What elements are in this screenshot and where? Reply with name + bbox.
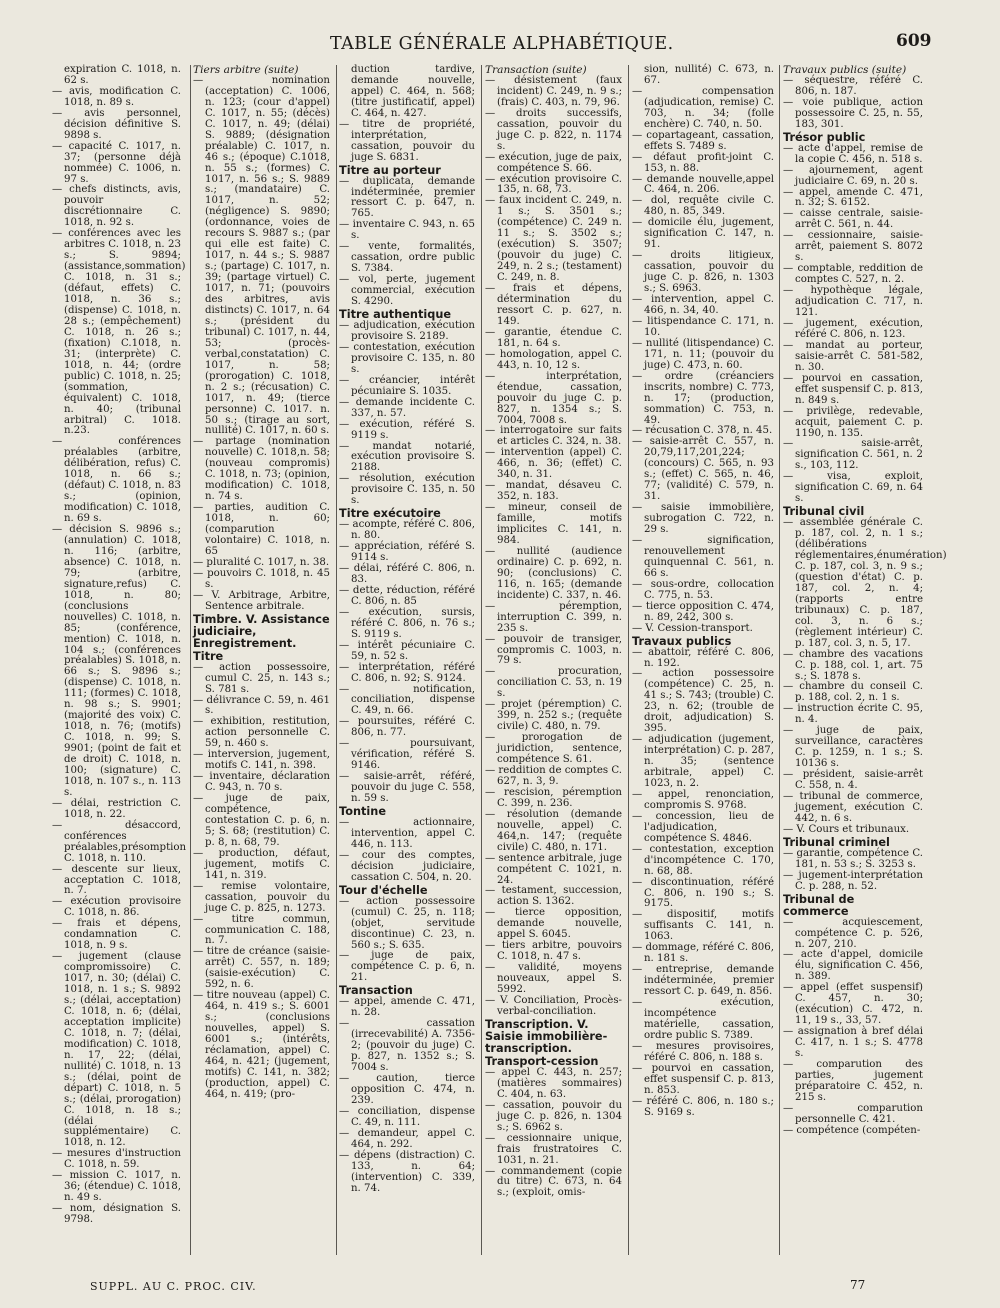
index-entry: — adjudication (jugement, interprétation) C. p. 287, n. 35; (sentence arbitrale, appel) C. 1023, n. 2. bbox=[632, 734, 774, 789]
index-entry: — pourvoi en cassation, effet suspensif C. p. 813, n. 849 s. bbox=[783, 372, 923, 406]
index-entry: — jugement (clause compromissoire) C. 1017, n. 30; (délai) C. 1018, n. 1 s.; S. 9892 s.; (délai, acceptation) C. 1018, n. 6; (délai, acceptation implicite) C. 1018, n. 7; (délai, modification) C. 1018, n. 17, 22; (délai, nullité) C. 1018, n. 13 s.; (délai, point de départ) C. 1018, n. 5 s.; (délai, prorogation) C. 1018, n. 18 s.; (délai supplémentaire) C. 1018, n. 12. bbox=[52, 951, 181, 1149]
index-entry: — mineur, conseil de famille, motifs implicites C. 141, n. 984. bbox=[485, 502, 622, 546]
index-heading: Tribunal civil bbox=[783, 505, 865, 519]
page-title: TABLE GÉNÉRALE ALPHABÉTIQUE. bbox=[330, 34, 674, 54]
page-header bbox=[0, 30, 1000, 60]
index-entry: — conciliation, dispense C. 49, n. 111. bbox=[339, 1105, 475, 1128]
page-footer bbox=[0, 1280, 1000, 1300]
index-entry: — poursuites, référé C. 806, n. 77. bbox=[339, 716, 475, 739]
index-entry: — chefs distincts, avis, pouvoir discrétionnaire C. 1018, n. 92 s. bbox=[52, 184, 181, 229]
index-entry: — compétence (compéten- bbox=[783, 1124, 921, 1136]
index-heading: Transaction bbox=[339, 984, 413, 998]
index-entry: — mesures d'instruction C. 1018, n. 59. bbox=[52, 1148, 181, 1171]
index-entry: — action possessoire, cumul C. 25, n. 143 s.; S. 781 s. bbox=[193, 661, 330, 695]
index-entry: — homologation, appel C. 443, n. 10, 12 s. bbox=[485, 348, 622, 371]
index-entry: — exécution, référé S. 9119 s. bbox=[339, 418, 475, 441]
index-entry: — visa, exploit, signification C. 69, n. 64 s. bbox=[783, 471, 923, 505]
footer-supplement: SUPPL. AU C. PROC. CIV. bbox=[90, 1280, 257, 1293]
index-heading: Titre exécutoire bbox=[339, 507, 441, 521]
index-entry: — titre nouveau (appel) C. 464, n. 419 s.; S. 6001 s.; (conclusions nouvelles, appel) S. 6001 s.; (intérêts, réclamation, appel) C. 464, n. 421; (jugement, motifs) C. 141, n. 382; (production, appel) C. 464, n. 419; (pro- bbox=[193, 990, 330, 1100]
index-heading: Trésor public bbox=[783, 130, 866, 144]
index-entry: — comptable, reddition de comptes C. 527, n. 2. bbox=[783, 263, 923, 286]
index-entry: — caisse centrale, saisie-arrêt C. 561, n. 44. bbox=[783, 208, 923, 231]
entry-continuation: expiration C. 1018, n. 62 s. bbox=[64, 64, 181, 86]
index-entry: — désistement (faux incident) C. 249, n. 9 s.; (frais) C. 403, n. 79, 96. bbox=[485, 74, 622, 108]
index-entry: — frais et dépens, détermination du ressort C. p. 627, n. 149. bbox=[485, 283, 622, 327]
index-entry: — saisie-arrêt C. 557, n. 20,79,117,201,224; (concours) C. 565, n. 93 s.; (effet) C. 565, n. 46, 77; (validité) C. 579, n. 31. bbox=[632, 436, 774, 503]
index-entry: — mesures provisoires, référé C. 806, n. 188 s. bbox=[632, 1040, 774, 1063]
index-entry: — nullité (litispendance) C. 171, n. 11; (pouvoir du juge) C. 473, n. 60. bbox=[632, 337, 774, 371]
index-entry: — projet (péremption) C. 399, n. 252 s.; (requête civile) C. 480, n. 79. bbox=[485, 699, 622, 733]
index-heading: Tontine bbox=[339, 805, 386, 818]
index-entry: — V. Conciliation, Procès-verbal-conciliation. bbox=[485, 995, 622, 1017]
index-entry: — ordre (créanciers inscrits, nombre) C. 773, n. 17; (production, sommation) C. 753, n. 49. bbox=[632, 370, 774, 426]
index-entry: — demande nouvelle,appel C. 464, n. 206. bbox=[632, 173, 774, 196]
index-entry: — dépens (distraction) C. 133, n. 64; (intervention) C. 339, n. 74. bbox=[339, 1149, 475, 1194]
index-entry: — abattoir, référé C. 806, n. 192. bbox=[632, 646, 774, 669]
index-entry: — exécution provisoire C. 135, n. 68, 73. bbox=[485, 173, 622, 196]
index-column-1 bbox=[52, 64, 187, 1260]
index-entry: — tiers arbitre, pouvoirs C. 1018, n. 47 s. bbox=[485, 940, 622, 963]
index-entry: — tierce opposition C. 474, n. 89, 242, 300 s. bbox=[632, 600, 774, 623]
index-entry: — domicile élu, jugement, signification C. 147, n. 91. bbox=[632, 217, 774, 251]
index-entry: — nullité (audience ordinaire) C. p. 692, n. 90; (conclusions) C. 116, n. 165; (demande incidente) C. 337, n. 46. bbox=[485, 545, 622, 601]
index-entry: — notification, conciliation, dispense C. 49, n. 66. bbox=[339, 683, 475, 717]
index-heading: Titre bbox=[193, 649, 224, 663]
index-entry: — hypothèque légale, adjudication C. 717, n. 121. bbox=[783, 285, 923, 319]
index-entry: — copartageant, cassation, effets S. 7489 s. bbox=[632, 129, 774, 152]
index-entry: — décision S. 9896 s.; (annulation) C. 1018, n. 116; (arbitre, absence) C. 1018, n. 79; (arbitre, signature,refus) C. 1018, n. 80; (conclusions nouvelles) C. 1018, n. 85; (conférence, mention) C. 1018, n. 104 s.; (conférences préalables) S. 1018, n. 66 s.; S. 9896 s.; (dispense) C. 1018, n. 111; (formes) C. 1018, n. 98 s.; S. 9901; (majorité des voix) C. 1018, n. 76; (motifs) C. 1018, n. 99; S. 9901; (point de fait et de droit) C. 1018, n. 100; (signature) C. 1018, n. 107 s., n. 113 s. bbox=[52, 524, 181, 798]
index-entry: — parties, audition C. 1018, n. 60; (comparution volontaire) C. 1018, n. 65 bbox=[193, 502, 330, 557]
index-entry: — V. Cours et tribunaux. bbox=[783, 823, 910, 835]
index-entry: — production, défaut, jugement, motifs C. 141, n. 319. bbox=[193, 847, 330, 881]
index-entry: — interprétation, référé C. 806, n. 92; S. 9124. bbox=[339, 661, 475, 684]
index-entry: — juge de paix, compétence, contestation C. p. 6, n. 5; S. 68; (restitution) C. p. 8, n. 68, 79. bbox=[193, 793, 330, 848]
index-entry: — péremption, interruption C. 399, n. 235 s. bbox=[485, 600, 622, 634]
index-heading: Tribunal de commerce bbox=[783, 892, 855, 918]
index-entry: — acquiescement, compétence C. p. 526, n. 207, 210. bbox=[783, 916, 923, 950]
index-entry: — saisie-arrêt, signification C. 561, n. 2 s., 103, 112. bbox=[783, 438, 923, 472]
running-heading: Tiers arbitre (suite) bbox=[193, 64, 299, 76]
index-entry: — défaut profit-joint C. 153, n. 88. bbox=[632, 151, 774, 174]
index-entry: — concession, lieu de l'adjudication, compétence S. 4846. bbox=[632, 810, 774, 844]
index-entry: — résolution, exécution provisoire C. 135, n. 50 s. bbox=[339, 473, 475, 507]
index-entry: — testament, succession, action S. 1362. bbox=[485, 885, 622, 908]
index-entry: — dette, réduction, référé C. 806, n. 85 bbox=[339, 584, 475, 607]
index-entry: — résolution (demande nouvelle, appel) C. 464,n. 147; (requête civile) C. 480, n. 171. bbox=[485, 808, 622, 853]
index-entry: — appel, amende C. 471, n. 28. bbox=[339, 996, 475, 1019]
index-column-3 bbox=[339, 65, 475, 1260]
index-entry: — instruction écrite C. 95, n. 4. bbox=[783, 703, 923, 726]
index-entry: — comparution des parties, jugement préparatoire C. 452, n. 215 s. bbox=[783, 1059, 923, 1103]
index-entry: — poursuivant, vérification, référé S. 9146. bbox=[339, 738, 475, 772]
index-entry: — signification, renouvellement quinquennal C. 561, n. 66 s. bbox=[632, 534, 774, 579]
index-entry: — privilège, redevable, acquit, paiement C. p. 1190, n. 135. bbox=[783, 405, 923, 439]
index-heading: Transcription. V. Saisie immobilière-transcription. bbox=[485, 1017, 608, 1055]
index-heading: Titre authentique bbox=[339, 308, 452, 322]
index-entry: — duplicata, demande indéterminée, premier ressort C. p. 647, n. 765. bbox=[339, 175, 475, 220]
index-entry: — faux incident C. 249, n. 1 s.; S. 3501 s.; (compétence) C. 249 n. 11 s.; S. 3502 s.; (exécution) S. 3507; (pouvoir du juge) C. 249, n. 2 s.; (testament) C. 249, n. 8. bbox=[485, 195, 622, 284]
index-entry: — demandeur, appel C. 464, n. 292. bbox=[339, 1127, 475, 1150]
index-entry: — prorogation de juridiction, sentence, compétence S. 61. bbox=[485, 732, 622, 766]
index-entry: — exhibition, restitution, action personnelle C. 59, n. 460 s. bbox=[193, 716, 330, 750]
index-entry: — saisie immobilière, subrogation C. 722, n. 29 s. bbox=[632, 502, 774, 536]
index-entry: — délai, restriction C. 1018, n. 22. bbox=[52, 797, 181, 820]
index-entry: — garantie, étendue C. 181, n. 64 s. bbox=[485, 326, 622, 349]
index-entry: — intervention, appel C. 466, n. 34, 40. bbox=[632, 294, 774, 316]
index-entry: — descente sur lieux, acceptation C. 1018, n. 7. bbox=[52, 863, 181, 897]
index-entry: — acompte, référé C. 806, n. 80. bbox=[339, 519, 475, 542]
index-entry: — procuration, conciliation C. 53, n. 19 s. bbox=[485, 666, 622, 700]
index-entry: — appel, renonciation, compromis S. 9768. bbox=[632, 788, 774, 811]
index-entry: — dol, requête civile C. 480, n. 85, 349. bbox=[632, 195, 774, 218]
index-entry: — référé C. 806, n. 180 s.; S. 9169 s. bbox=[632, 1095, 774, 1118]
page-number: 609 bbox=[896, 31, 932, 51]
index-entry: — compensation (adjudication, remise) C. 703, n. 34; (folle enchère) C. 740, n. 50. bbox=[632, 85, 774, 130]
index-entry: — nom, désignation S. 9798. bbox=[52, 1203, 181, 1226]
index-entry: — ajournement, agent judiciaire C. 69, n. 20 s. bbox=[783, 164, 923, 187]
index-entry: — tribunal de commerce, jugement, exécution C. 442, n. 6 s. bbox=[783, 791, 923, 824]
index-entry: — cour des comptes, décision judiciaire, cassation C. 504, n. 20. bbox=[339, 849, 475, 883]
index-entry: — action possessoire (cumul) C. 25, n. 118; (objet, servitude discontinue) C. 23, n. 560 s.; S. 635. bbox=[339, 895, 475, 951]
index-entry: — inventaire C. 943, n. 65 s. bbox=[339, 219, 475, 242]
index-entry: — avis personnel, décision définitive S. 9898 s. bbox=[52, 107, 181, 141]
index-entry: — exécution provisoire C. 1018, n. 86. bbox=[52, 896, 181, 919]
index-entry: — chambre du conseil C. p. 188, col. 2, n. 1 s. bbox=[783, 681, 923, 704]
index-entry: — adjudication, exécution provisoire S. 2189. bbox=[339, 320, 475, 342]
index-column-6 bbox=[783, 64, 947, 1260]
index-entry: — conférences avec les arbitres C. 1018, n. 23 s.; S. 9894; (assistance,sommation) C. 1018, n. 31 s.; (défaut, effets) C. 1018, n. 36 s.; (dispense) C. 1018, n. 28 s.; (empêchement) C. 1018, n. 26 s.; (fixation) C.1018, n. 31; (interprète) C. 1018, n. 44; (ordre public) C. 1018, n. 25; (sommation, équivalent) C. 1018, n. 40; (tribunal arbitral) C. 1018. n.23. bbox=[52, 228, 186, 437]
index-entry: — exécution, incompétence matérielle, cassation, ordre public S. 7389. bbox=[632, 997, 774, 1041]
index-entry: — titre de créance (saisie-arrêt) C. 557, n. 189; (saisie-exécution) C. 592, n. 6. bbox=[193, 946, 330, 991]
index-entry: — cassation, pouvoir du juge C. p. 826, n. 1304 s.; S. 6962 s. bbox=[485, 1099, 622, 1133]
index-entry: — exécution, juge de paix, compétence S. 66. bbox=[485, 151, 622, 174]
index-entry: — chambre des vacations C. p. 188, col. 1, art. 75 s.; S. 1878 s. bbox=[783, 648, 923, 682]
index-entry: — délai, référé C. 806, n. 83. bbox=[339, 563, 475, 585]
index-heading: Tour d'échelle bbox=[339, 883, 428, 897]
index-entry: — délivrance C. 59, n. 461 s. bbox=[193, 694, 330, 717]
footer-folio: 77 bbox=[850, 1278, 866, 1292]
index-entry: — demande incidente C. 337, n. 57. bbox=[339, 396, 475, 419]
index-entry: — pluralité C. 1017, n. 38. bbox=[193, 556, 330, 568]
index-entry: — litispendance C. 171, n. 10. bbox=[632, 315, 774, 338]
index-entry: — titre commun, communication C. 188, n. 7. bbox=[193, 913, 330, 947]
index-entry: — contestation, exception d'incompétence C. 170, n. 68, 88. bbox=[632, 843, 774, 877]
index-entry: — titre de propriété, interprétation, cassation, pouvoir du juge S. 6831. bbox=[339, 118, 475, 163]
entry-continuation: sion, nullité) C. 673, n. 67. bbox=[644, 64, 774, 86]
entry-continuation: duction tardive, demande nouvelle, appel) C. 464, n. 568; (titre justificatif, appel) C. 464, n. 427. bbox=[351, 64, 475, 119]
index-entry: — rescision, péremption C. 399, n. 236. bbox=[485, 786, 622, 809]
index-entry: — actionnaire, intervention, appel C. 446, n. 113. bbox=[339, 817, 475, 850]
index-entry: — intervention (appel) C. 466, n. 36; (effet) C. 340, n. 31. bbox=[485, 447, 622, 481]
index-entry: — sous-ordre, collocation C. 775, n. 53. bbox=[632, 578, 774, 601]
index-entry: — conférences préalables (arbitre, délibération, refus) C. 1018, n. 66 s.; (défaut) C. 1018, n. 83 s.; (opinion, modification) C. 1018, n. 69 s. bbox=[52, 436, 181, 525]
index-entry: — entreprise, demande indéterminée, premier ressort C. p. 649, n. 856. bbox=[632, 964, 774, 998]
index-entry: — action possessoire (compétence) C. 25, n. 41 s.; S. 743; (trouble) C. 23, n. 62; (trouble de droit, adjudication) S. 395. bbox=[632, 668, 774, 735]
index-entry: — président, saisie-arrêt C. 558, n. 4. bbox=[783, 769, 923, 792]
index-entry: — cessionnaire unique, frais frustratoires C. 1031, n. 21. bbox=[485, 1132, 622, 1166]
index-entry: — intérêt pécuniaire C. 59, n. 52 s. bbox=[339, 639, 475, 662]
index-entry: — V. Cession-transport. bbox=[632, 622, 753, 634]
index-entry: — cessionnaire, saisie-arrêt, paiement S. 8072 s. bbox=[783, 230, 923, 264]
index-entry: — appel (effet suspensif) C. 457, n. 30; (exécution) C. 472, n. 11, 19 s., 33, 57. bbox=[783, 982, 923, 1027]
index-entry: — sentence arbitrale, juge compétent C. 1021, n. 24. bbox=[485, 852, 622, 886]
index-entry: — partage (nomination nouvelle) C. 1018,n. 58; (nouveau compromis) C. 1018, n. 73; (opinion, modification) C. 1018, n. 74 s. bbox=[193, 436, 330, 503]
index-entry: — jugement-interprétation C. p. 288, n. 52. bbox=[783, 869, 923, 892]
index-entry: — contestation, exécution provisoire C. 135, n. 80 s. bbox=[339, 341, 475, 375]
index-entry: — dommage, référé C. 806, n. 181 s. bbox=[632, 942, 774, 965]
index-entry: — discontinuation, référé C. 806, n. 190 s.; S. 9175. bbox=[632, 876, 774, 910]
index-entry: — reddition de comptes C. 627, n. 3, 9. bbox=[485, 765, 622, 787]
index-columns bbox=[0, 65, 1000, 1260]
index-entry: — juge de paix, surveillance, caractères C. p. 1259, n. 1 s.; S. 10136 s. bbox=[783, 725, 923, 770]
index-entry: — mandat notarié, exécution provisoire S. 2188. bbox=[339, 440, 475, 474]
running-heading: Transaction (suite) bbox=[485, 64, 587, 76]
index-entry: — frais et dépens, condamnation C. 1018, n. 9 s. bbox=[52, 918, 181, 952]
index-entry: — remise volontaire, cassation, pouvoir du juge C. p. 825, n. 1273. bbox=[193, 880, 330, 914]
index-entry: — dispositif, motifs suffisants C. 141, n. 1063. bbox=[632, 909, 774, 943]
index-entry: — droits litigieux, cassation, pouvoir du juge C. p. 826, n. 1303 s.; S. 6963. bbox=[632, 250, 774, 295]
running-heading: Travaux publics (suite) bbox=[783, 64, 907, 76]
index-entry: — interversion, jugement, motifs C. 141, n. 398. bbox=[193, 749, 330, 772]
index-entry: — acte d'appel, remise de la copie C. 456, n. 518 s. bbox=[783, 142, 923, 165]
index-entry: — pouvoirs C. 1018, n. 45 s. bbox=[193, 567, 330, 590]
index-entry: — V. Arbitrage, Arbitre, Sentence arbitrale. bbox=[193, 589, 330, 612]
index-entry: — garantie, compétence C. 181, n. 53 s.; S. 3253 s. bbox=[783, 847, 923, 870]
index-entry: — désaccord, conférences préalables,présomption C. 1018, n. 110. bbox=[52, 819, 187, 864]
index-entry: — caution, tierce opposition C. 474, n. 239. bbox=[339, 1073, 475, 1106]
index-entry: — commandement (copie du titre) C. 673, n. 64 s.; (exploit, omis- bbox=[485, 1165, 622, 1199]
index-entry: — mandat, désaveu C. 352, n. 183. bbox=[485, 480, 622, 503]
index-heading: Transport-cession bbox=[485, 1054, 599, 1068]
index-entry: — assemblée générale C. p. 187, col. 2, n. 1 s.; (délibérations réglementaires,énumération) C. p. 187, col. 3, n. 9 s.; (question d'état) C. p. 187, col. 2, n. 4; (rapports entre tribunaux) C. p. 187, col. 3, n. 6 s.; (règlement intérieur) C. p. 187, col. 3, n. 5, 17. bbox=[783, 517, 947, 649]
index-entry: — juge de paix, compétence C. p. 6, n. 21. bbox=[339, 950, 475, 984]
index-entry: — capacité C. 1017, n. 37; (personne déjà nommée) C. 1006, n. 97 s. bbox=[52, 140, 181, 185]
index-heading: Travaux publics bbox=[632, 634, 732, 648]
index-entry: — avis, modification C. 1018, n. 89 s. bbox=[52, 85, 181, 108]
index-heading: Titre au porteur bbox=[339, 163, 441, 177]
index-column-4 bbox=[485, 65, 622, 1260]
index-heading: Tribunal criminel bbox=[783, 835, 890, 849]
index-entry: — appréciation, référé S. 9114 s. bbox=[339, 541, 475, 564]
index-entry: — mandat au porteur, saisie-arrêt C. 581-582, n. 30. bbox=[783, 339, 923, 373]
index-entry: — interprétation, étendue, cassation, pouvoir du juge C. p. 827, n. 1354 s.; S. 7004, 7008 s. bbox=[485, 370, 622, 426]
index-entry: — mission C. 1017, n. 36; (étendue) C. 1018, n. 49 s. bbox=[52, 1170, 181, 1204]
index-entry: — créancier, intérêt pécuniaire S. 1035. bbox=[339, 374, 475, 397]
index-column-5 bbox=[632, 65, 774, 1260]
index-entry: — nomination (acceptation) C. 1006, n. 123; (cour d'appel) C. 1017, n. 55; (décès) C. 1017, n. 49; (délai) S. 9889; (désignation préalable) C. 1017, n. 46 s.; (époque) C.1018, n. 55 s.; (formes) C. 1017, n. 56 s.; S. 9889 s.; (mandataire) C. 1017, n. 52; (négligence) S. 9890; (ordonnance, voies de recours S. 9887 s.; (par qui elle est faite) C. 1017, n. 44 s.; S. 9887 s.; (partage) C. 1017, n. 39; (partage virtuel) C. 1017, n. 71; (pouvoirs des arbitres, avis distincts) C. 1017, n. 64 s.; (président du tribunal) C. 1017, n. 44, 53; (procès-verbal,constatation) C. 1017, n. 58; (prorogation) C. 1018, n. 2 s.; (récusation) C. 1017, n. 49; (tierce personne) C. 1017. n. 50 s.; (tirage au sort, nullité) C. 1017, n. 60 s. bbox=[193, 74, 330, 437]
index-entry: — séquestre, référé C. 806, n. 187. bbox=[783, 74, 923, 97]
index-entry: — vente, formalités, cassation, ordre public S. 7384. bbox=[339, 241, 475, 275]
index-entry: — appel, amende C. 471, n. 32; S. 6152. bbox=[783, 186, 923, 209]
index-entry: — pouvoir de transiger, compromis C. 1003, n. 79 s. bbox=[485, 633, 622, 667]
index-entry: — cassation (irrecevabilité) A. 7356-2; (pouvoir du juge) C. p. 827, n. 1352 s.; S. 7004 s. bbox=[339, 1018, 475, 1074]
index-entry: — jugement, exécution, référé C. 806, n. 123. bbox=[783, 317, 923, 340]
index-entry: — acte d'appel, domicile élu, signification C. 456, n. 389. bbox=[783, 949, 923, 983]
index-entry: — vol, perte, jugement commercial, exécution S. 4290. bbox=[339, 274, 475, 308]
index-entry: — droits successifs, cassation, pouvoir du juge C. p. 822, n. 1174 s. bbox=[485, 107, 622, 152]
index-entry: — validité, moyens nouveaux, appel S. 5992. bbox=[485, 962, 622, 996]
index-entry: — voie publique, action possessoire C. 25, n. 55, 183, 301. bbox=[783, 96, 923, 130]
index-entry: — appel C. 443, n. 257; (matières sommaires) C. 404, n. 63. bbox=[485, 1066, 622, 1100]
index-entry: — exécution, sursis, référé C. 806, n. 76 s.; S. 9119 s. bbox=[339, 606, 475, 640]
index-entry: — tierce opposition, demande nouvelle, appel S. 6045. bbox=[485, 907, 622, 941]
index-entry: — récusation C. 378, n. 45. bbox=[632, 425, 773, 437]
index-entry: — inventaire, déclaration C. 943, n. 70 s. bbox=[193, 771, 330, 794]
index-entry: — interrogatoire sur faits et articles C. 324, n. 38. bbox=[485, 425, 622, 448]
index-entry: — pourvoi en cassation, effet suspensif C. p. 813, n. 853. bbox=[632, 1062, 774, 1096]
index-entry: — comparution personnelle C. 421. bbox=[783, 1102, 923, 1125]
index-column-2 bbox=[193, 65, 330, 1260]
index-entry: — saisie-arrêt, référé, pouvoir du juge C. 558, n. 59 s. bbox=[339, 771, 475, 805]
index-heading: Timbre. V. Assistance judiciaire, Enregistrement. bbox=[193, 612, 330, 650]
index-entry: — assignation à bref délai C. 417, n. 1 s.; S. 4778 s. bbox=[783, 1026, 923, 1060]
